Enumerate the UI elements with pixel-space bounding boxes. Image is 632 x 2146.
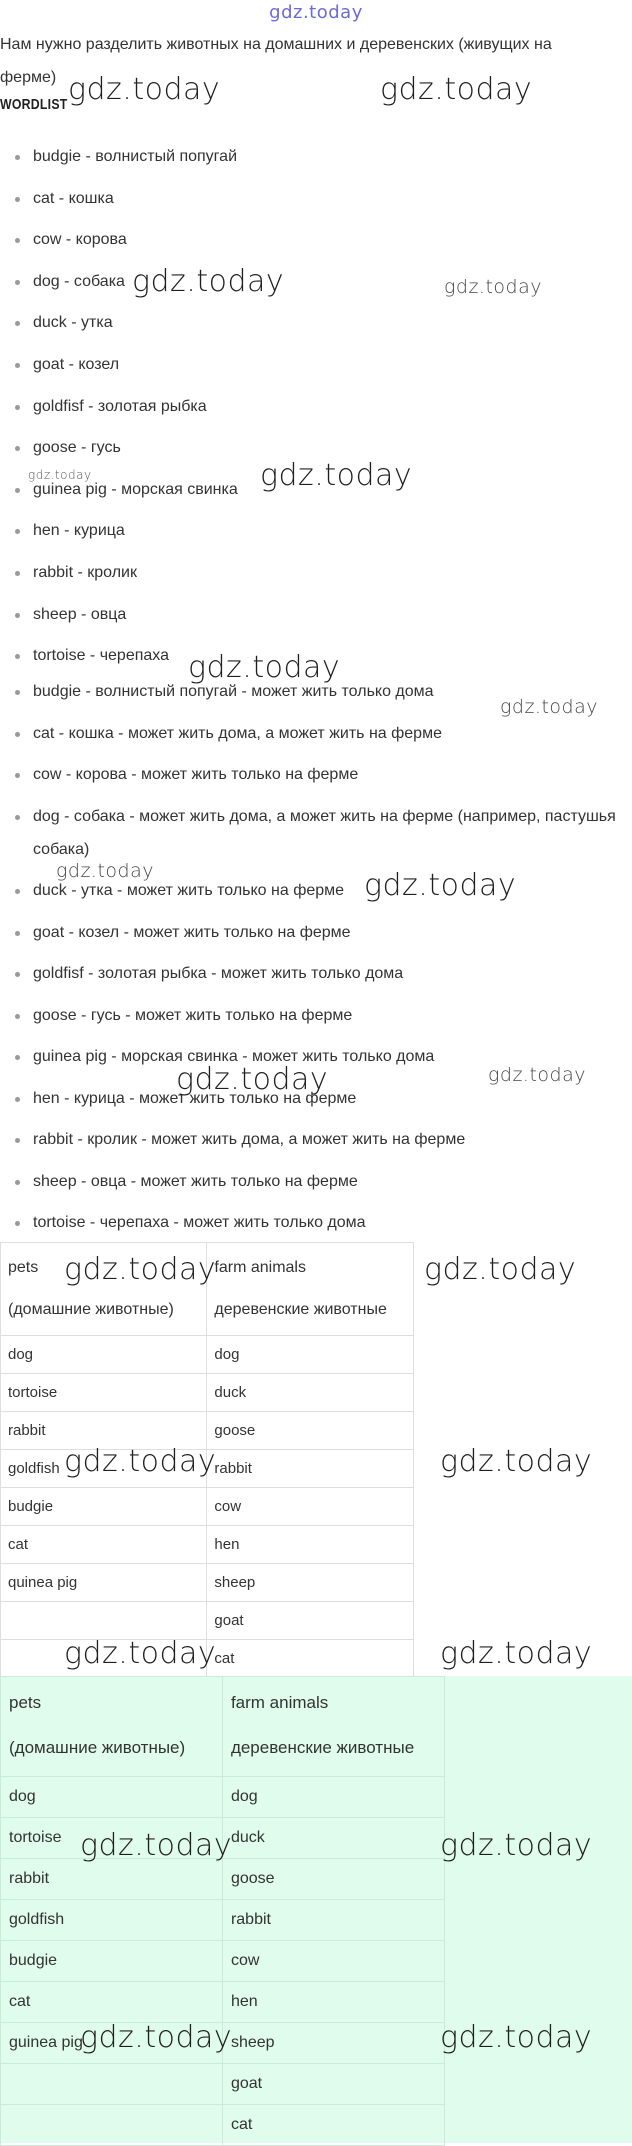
list-item: hen - курица [0,514,620,556]
pets-cell [1,1602,207,1640]
highlighted-table-block [0,1676,632,2143]
watermark: gdz.today [440,1636,593,1671]
watermark: gdz.today [80,2020,233,2055]
table-header-row [1,1243,414,1336]
list-item: rabbit - кролик [0,556,620,598]
watermark: gdz.today [424,1252,577,1287]
list-item: goldfisf - золотая рыбка - может жить только дома [0,957,620,990]
farm-cell: rabbit [207,1450,414,1488]
site-logo[interactable]: gdz.today [269,2,363,23]
list-item: goose - гусь - может жить только на ферме [0,999,620,1032]
header-pets-label: pets [9,1693,42,1712]
watermark: gdz.today [488,1064,586,1086]
watermark: gdz.today [80,1828,233,1863]
list-item: sheep - овца [0,598,620,640]
list-item: cat - кошка - может жить дома, а может жить на ферме [0,717,620,750]
farm-cell: duck [222,1818,444,1859]
watermark: gdz.today [56,860,154,882]
pets-cell: budgie [1,1488,207,1526]
pets-cell [1,2064,223,2105]
list-item: cow - корова - может жить только на ферме [0,758,620,791]
watermark: gdz.today [64,1636,217,1671]
header-pets-ru-label: (домашние животные) [8,1301,174,1318]
header-pets [1,1677,223,1777]
table-row [1,1982,445,2023]
list-item: guinea pig - морская свинка [0,473,620,515]
header-farm-label: farm animals [230,1693,329,1712]
table-row [1,1818,445,1859]
watermark: gdz.today [440,2020,593,2055]
pets-cell [1,1640,207,1678]
list-item: duck - утка [0,306,620,348]
header-farm-ru-label: деревенские животные [230,1738,415,1757]
table-row [1,1602,414,1640]
table-row [1,1526,414,1564]
farm-cell: sheep [222,2023,444,2064]
list-item: budgie - волнистый попугай - может жить только дома [0,675,620,708]
habitat-list [0,675,620,1248]
intro-text: Нам нужно разделить животных на домашних и деревенских (живущих на ферме) [0,36,552,86]
list-item: guinea pig - морская свинка - может жить только дома [0,1040,620,1073]
pets-cell: tortoise [1,1818,223,1859]
table-row [1,1859,445,1900]
table-row [1,1941,445,1982]
header-pets-label: pets [8,1259,39,1276]
list-item: dog - собака - может жить дома, а может жить на ферме (например, пастушья собака) [0,800,620,866]
pets-cell: goldfish [1,1900,223,1941]
list-item: duck - утка - может жить только на ферме [0,874,620,907]
watermark: gdz.today [28,468,92,482]
farm-cell: cow [207,1488,414,1526]
list-item: goose - гусь [0,431,620,473]
wordlist [0,140,620,681]
list-item: dog - собака [0,265,620,307]
farm-cell: dog [222,1777,444,1818]
list-item: goldfisf - золотая рыбка [0,390,620,432]
pets-cell: rabbit [1,1412,207,1450]
table-row [1,1564,414,1602]
table-header-row [1,1677,445,1777]
pets-cell: cat [1,1982,223,2023]
list-item: hen - курица - может жить только на ферме [0,1082,620,1115]
farm-cell: goose [207,1412,414,1450]
watermark: gdz.today [260,458,413,493]
list-item: cow - корова [0,223,620,265]
list-item: goat - козел [0,348,620,390]
header-farm-ru-label: деревенские животные [214,1301,387,1318]
pets-cell: quinea pig [1,1564,207,1602]
table-row [1,2023,445,2064]
farm-cell: dog [207,1336,414,1374]
table-row [1,1412,414,1450]
wordlist-heading: WORDLIST [0,96,68,113]
watermark: gdz.today [444,276,542,298]
table-row [1,1450,414,1488]
animals-table-highlighted [0,1676,445,2146]
watermark: gdz.today [440,1444,593,1479]
table-row [1,2064,445,2105]
pets-cell: dog [1,1336,207,1374]
farm-cell: cow [222,1941,444,1982]
table-row [1,1374,414,1412]
farm-cell: cat [207,1640,414,1678]
pets-cell: budgie [1,1941,223,1982]
header-farm [207,1243,414,1336]
farm-cell: goat [222,2064,444,2105]
table-row [1,1336,414,1374]
table-row [1,2105,445,2146]
pets-cell: guinea pig [1,2023,223,2064]
list-item: tortoise - черепаха [0,639,620,681]
list-item: sheep - овца - может жить только на ферме [0,1165,620,1198]
pets-cell [1,2105,223,2146]
farm-cell: goat [207,1602,414,1640]
watermark: gdz.today [188,650,341,685]
table-row [1,1777,445,1818]
list-item: rabbit - кролик - может жить дома, а может жить на ферме [0,1123,620,1156]
list-item: tortoise - черепаха - может жить только дома [0,1206,620,1239]
pets-cell: cat [1,1526,207,1564]
list-item: cat - кошка [0,182,620,224]
pets-cell: goldfish [1,1450,207,1488]
farm-cell: hen [207,1526,414,1564]
list-item: goat - козел - может жить только на ферме [0,916,620,949]
watermark: gdz.today [440,1828,593,1863]
farm-cell: sheep [207,1564,414,1602]
table-row [1,1640,414,1678]
list-item: budgie - волнистый попугай [0,140,620,182]
watermark: gdz.today [500,696,598,718]
header-farm [222,1677,444,1777]
watermark: gdz.today [176,1062,329,1097]
watermark: gdz.today [64,1444,217,1479]
pets-cell: tortoise [1,1374,207,1412]
header-pets [1,1243,207,1336]
watermark: gdz.today [364,868,517,903]
watermark: gdz.today [64,1252,217,1287]
watermark: gdz.today [68,72,221,107]
farm-cell: rabbit [222,1900,444,1941]
pets-cell: rabbit [1,1859,223,1900]
farm-cell: cat [222,2105,444,2146]
farm-cell: goose [222,1859,444,1900]
watermark: gdz.today [132,264,285,299]
header-farm-label: farm animals [214,1259,306,1276]
farm-cell: hen [222,1982,444,2023]
table-row [1,1488,414,1526]
farm-cell: duck [207,1374,414,1412]
pets-cell: dog [1,1777,223,1818]
animals-table [0,1242,414,1678]
table-row [1,1900,445,1941]
header-pets-ru-label: (домашние животные) [9,1738,186,1757]
watermark: gdz.today [380,72,533,107]
